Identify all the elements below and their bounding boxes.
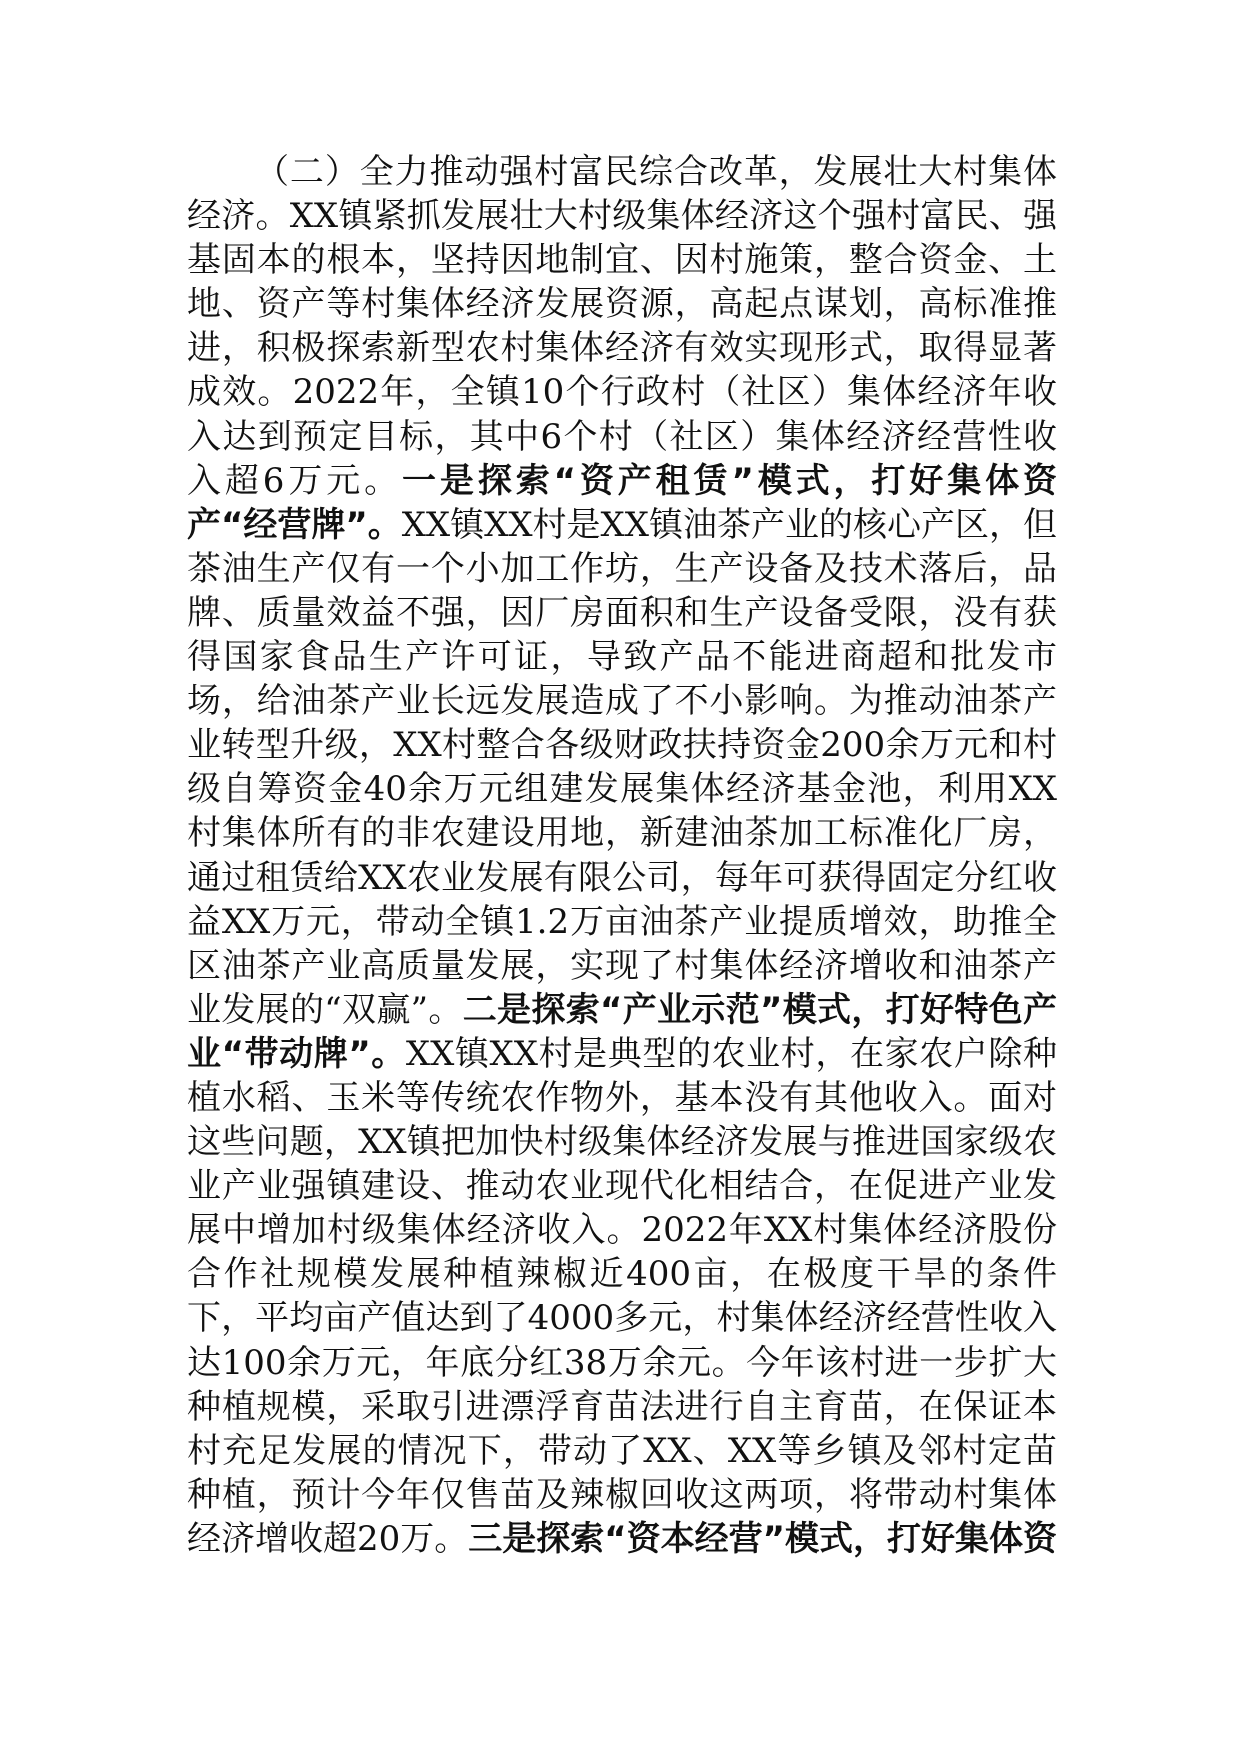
text-run: XX镇XX村是典型的农业村，在家农户除种植水稻、玉米等传统农作物外，基本没有其他收入。面对这些问题，XX镇把加快村级集体经济发展与推进国家级农业产业强镇建设、推动农业现代化相结合，在促进产业发展中增加村级集体经济收入。2022年XX村集体经济股份合作社规模发展种植辣椒近400亩，在极度干旱的条件下，平均亩产值达到了4000多元，村集体经济经营性收入达100余万元，年底分红38万余元。今年该村进一步扩大种植规模，采取引进漂浮育苗法进行自主育苗，在保证本村充足发展的情况下，带动了XX、XX等乡镇及邻村定苗种植，预计今年仅售苗及辣椒回收这两项，将带动村集体经济增收超20万。 xyxy=(187,1033,1057,1559)
text-run: XX镇XX村是XX镇油茶产业的核心产区，但茶油生产仅有一个小加工作坊，生产设备及技术落后，品牌、质量效益不强，因厂房面积和生产设备受限，没有获得国家食品生产许可证，导致产品不能进商超和批发市场，给油茶产业长远发展造成了不小影响。为推动油茶产业转型升级，XX村整合各级财政扶持资金200余万元和村级自筹资金40余万元组建发展集体经济基金池，利用XX村集体所有的非农建设用地，新建油茶加工标准化厂房，通过租赁给XX农业发展有限公司，每年可获得固定分红收益XX万元，带动全镇1.2万亩油茶产业提质增效，助推全区油茶产业高质量发展，实现了村集体经济增收和油茶产业发展的“双赢”。 xyxy=(187,504,1057,1030)
bold-heading-run: 三是探索“资本经营”模式，打好集体资 xyxy=(468,1518,1057,1559)
text-run: （二）全力推动强村富民综合改革，发展壮大村集体经济。XX镇紧抓发展壮大村级集体经济这个强村富民、强基固本的根本，坚持因地制宜、因村施策，整合资金、土地、资产等村集体经济发展资源，高起点谋划，高标准推进，积极探索新型农村集体经济有效实现形式，取得显著成效。2022年，全镇10个行政村（社区）集体经济年收入达到预定目标，其中6个村（社区）集体经济经营性收入超6万元。 xyxy=(187,152,1057,501)
bold-heading-run: 二是探索“产业示范”模式，打好特色产业“带动牌”。 xyxy=(187,989,1057,1074)
paragraph xyxy=(187,150,1057,1561)
body-text xyxy=(187,150,1057,1561)
bold-heading-run: 一是探索“资产租赁”模式，打好集体资产“经营牌”。 xyxy=(187,460,1057,545)
